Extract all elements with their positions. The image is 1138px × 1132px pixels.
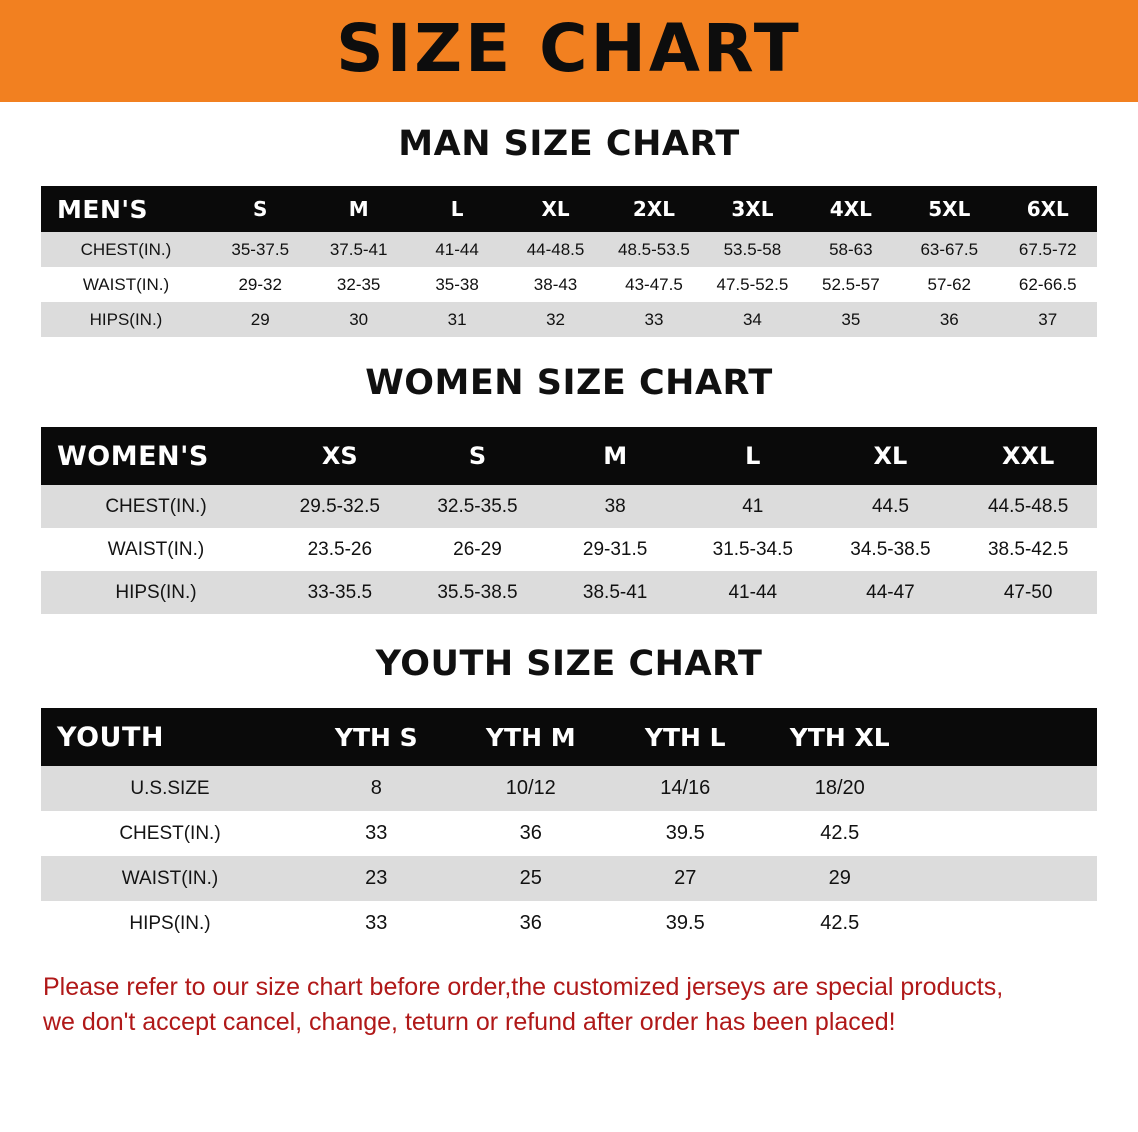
man-header-cell-3xl: 3XL [731, 197, 774, 221]
table-cell: 23 [365, 867, 388, 889]
table-cell: 47.5-52.5 [716, 274, 789, 294]
table-cell: 36 [939, 309, 959, 329]
table-cell: 18/20 [814, 777, 865, 799]
table-row [41, 528, 1097, 571]
page-title: SIZE CHART [336, 10, 802, 87]
man-header-cell-4xl: 4XL [829, 197, 872, 221]
table-cell-spacer [917, 901, 1097, 946]
table-cell: 38.5-41 [582, 581, 648, 603]
table-cell: 63-67.5 [920, 239, 979, 259]
table-cell: 41-44 [435, 239, 479, 259]
youth-header-cell-m: YTH M [485, 722, 576, 752]
man-header-cell-2xl: 2XL [632, 197, 676, 221]
table-cell: 31.5-34.5 [712, 538, 793, 560]
table-cell: 38.5-42.5 [987, 538, 1069, 560]
women-row-label-chest: CHEST(IN.) [105, 495, 207, 517]
women-row-label-hips: HIPS(IN.) [115, 581, 197, 603]
table-cell: 38-43 [533, 274, 578, 294]
table-cell: 33-35.5 [307, 581, 373, 603]
table-cell: 29 [250, 309, 270, 329]
table-cell: 48.5-53.5 [618, 239, 690, 259]
man-header-cell-6xl: 6XL [1026, 197, 1069, 221]
table-row [41, 302, 1097, 337]
women-table-wrapper [41, 427, 1097, 614]
table-cell: 27 [674, 867, 697, 889]
table-cell: 41-44 [728, 581, 778, 603]
table-cell: 35-37.5 [231, 239, 290, 259]
disclaimer-note [39, 970, 1099, 1039]
table-cell: 44-47 [866, 581, 915, 603]
youth-header-spacer [917, 708, 1097, 766]
table-row [41, 856, 1097, 901]
youth-header-label: YOUTH [57, 721, 164, 753]
table-row [41, 766, 1097, 811]
man-header-label: MEN'S [57, 194, 149, 224]
table-cell: 10/12 [505, 777, 556, 799]
women-size-table [41, 427, 1097, 614]
table-cell: 35 [841, 309, 861, 329]
table-cell: 37 [1038, 309, 1058, 329]
table-cell: 38 [604, 495, 626, 517]
youth-row-label-waist: WAIST(IN.) [121, 867, 219, 889]
youth-header-cell-xl: YTH XL [789, 722, 890, 752]
table-cell: 8 [370, 777, 382, 799]
table-cell-spacer [917, 766, 1097, 811]
man-header-cell-m: M [348, 197, 369, 221]
table-cell: 33 [365, 912, 388, 934]
table-cell: 30 [349, 309, 369, 329]
women-header-cell-l: L [745, 442, 761, 470]
table-row [41, 485, 1097, 528]
table-cell-spacer [917, 811, 1097, 856]
table-cell: 29 [828, 867, 851, 889]
table-cell: 29-31.5 [582, 538, 648, 560]
table-row [41, 267, 1097, 302]
man-row-label-hips: HIPS(IN.) [89, 309, 163, 329]
women-header-cell-xs: XS [321, 442, 358, 470]
table-cell: 34 [742, 309, 762, 329]
youth-table-wrapper [41, 708, 1097, 946]
table-cell: 42.5 [820, 912, 860, 934]
youth-row-label-chest: CHEST(IN.) [119, 822, 221, 844]
table-cell: 32.5-35.5 [437, 495, 518, 517]
table-cell: 29-32 [238, 274, 282, 294]
table-cell: 32 [546, 309, 565, 329]
table-cell: 25 [519, 867, 542, 889]
page-header-banner [0, 0, 1138, 102]
table-row [41, 571, 1097, 614]
table-cell: 33 [365, 822, 388, 844]
man-header-cell-l: L [450, 197, 464, 221]
table-cell: 14/16 [660, 777, 711, 799]
man-section-title: MAN SIZE CHART [398, 124, 740, 164]
women-header-label: WOMEN'S [57, 440, 209, 472]
table-row [41, 232, 1097, 267]
table-cell: 57-62 [927, 274, 972, 294]
women-header-cell-xxl: XXL [1001, 442, 1055, 470]
table-cell: 36 [519, 912, 542, 934]
table-cell: 44.5-48.5 [987, 495, 1069, 517]
man-row-label-waist: WAIST(IN.) [82, 274, 170, 294]
table-cell: 52.5-57 [822, 274, 880, 294]
women-row-label-waist: WAIST(IN.) [107, 538, 205, 560]
man-table-header-row [41, 186, 1097, 232]
disclaimer-line-2: we don't accept cancel, change, teturn or refund after order has been placed! [43, 1007, 896, 1036]
disclaimer-line-1: Please refer to our size chart before order,the customized jerseys are special products, [43, 973, 1004, 1001]
table-cell: 34.5-38.5 [850, 538, 931, 560]
youth-header-cell-s: YTH S [334, 722, 418, 752]
table-cell: 32-35 [336, 274, 381, 294]
table-cell: 42.5 [820, 822, 860, 844]
youth-row-label-ussize: U.S.SIZE [130, 777, 210, 799]
table-row [41, 811, 1097, 856]
table-cell: 44-48.5 [526, 239, 585, 259]
table-cell: 29.5-32.5 [299, 495, 380, 517]
man-header-cell-5xl: 5XL [928, 197, 971, 221]
table-cell: 43-47.5 [625, 274, 683, 294]
table-cell: 53.5-58 [723, 239, 782, 259]
table-cell: 62-66.5 [1018, 274, 1077, 294]
women-table-header-row [41, 427, 1097, 485]
table-row [41, 901, 1097, 946]
table-cell: 26-29 [453, 538, 502, 560]
table-cell: 23.5-26 [307, 538, 373, 560]
table-cell: 37.5-41 [329, 239, 388, 259]
table-cell: 33 [644, 309, 664, 329]
table-cell: 35-38 [435, 274, 479, 294]
man-header-cell-xl: XL [541, 197, 570, 221]
man-row-label-chest: CHEST(IN.) [80, 239, 172, 259]
youth-row-label-hips: HIPS(IN.) [129, 912, 211, 934]
table-cell: 47-50 [1003, 581, 1053, 603]
table-cell: 44.5 [871, 495, 909, 517]
youth-header-cell-l: YTH L [644, 722, 726, 752]
table-cell: 39.5 [665, 912, 705, 934]
table-cell: 67.5-72 [1018, 239, 1077, 259]
table-cell: 31 [447, 309, 467, 329]
table-cell: 36 [519, 822, 542, 844]
man-table-wrapper [41, 186, 1097, 337]
table-cell: 39.5 [665, 822, 705, 844]
table-cell: 58-63 [829, 239, 873, 259]
table-cell: 35.5-38.5 [437, 581, 518, 603]
youth-table-header-row [41, 708, 1097, 766]
women-header-cell-s: S [468, 442, 487, 470]
youth-section-title: YOUTH SIZE CHART [375, 644, 763, 684]
table-cell-spacer [917, 856, 1097, 901]
women-header-cell-m: M [603, 442, 628, 470]
table-cell: 41 [742, 495, 764, 517]
women-section-title: WOMEN SIZE CHART [365, 363, 773, 403]
youth-size-table [41, 708, 1097, 946]
women-header-cell-xl: XL [873, 442, 908, 470]
man-size-table [41, 186, 1097, 337]
man-header-cell-s: S [253, 197, 268, 221]
